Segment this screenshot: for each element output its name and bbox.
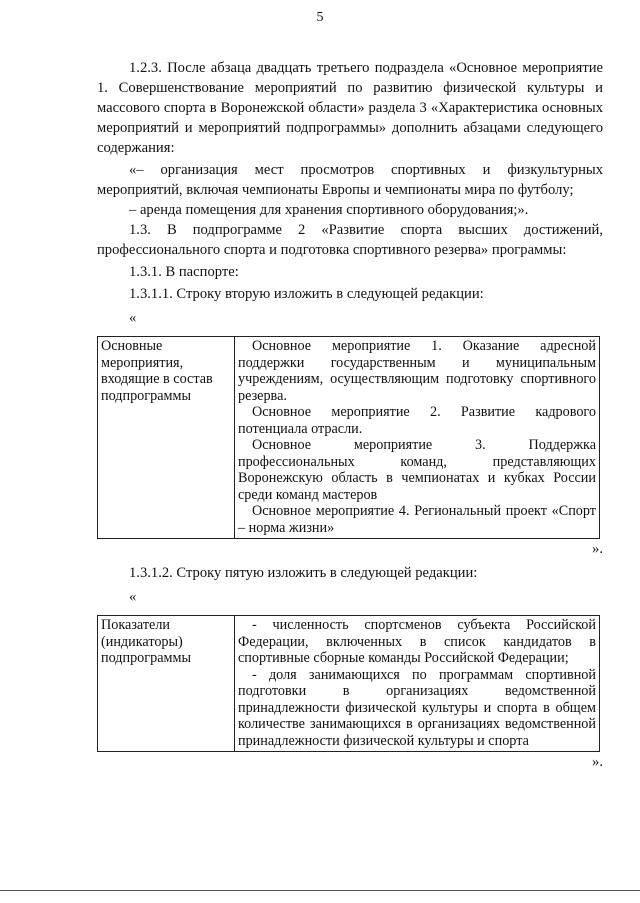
table-row-2 [97,336,600,539]
paragraph-1-2-3: 1.2.3. После абзаца двадцать третьего подраздела «Основное мероприятие 1. Совершенствование мероприятий по развитию физической культуры и массового спорта в Воронежской области» раздела 3 «Характеристика основных мероприятий и мероприятий подпрограммы» дополнить абзацами следующего содержания: [97,60,603,156]
open-quote-1: « [129,310,137,326]
table1-label-cell: Основные мероприятия, входящие в состав подпрограммы [98,337,235,539]
paragraph-1-3-1: 1.3.1. В паспорте: [129,264,239,280]
table1-item: Основное мероприятие 4. Региональный проект «Спорт – норма жизни» [238,503,596,536]
table1-item: Основное мероприятие 3. Поддержка профессиональных команд, представляющих Воронежскую область в чемпионатах и кубках России среди команд мастеров [238,437,596,503]
table1-item: Основное мероприятие 1. Оказание адресной поддержки государственным и муниципальным учреждениям, осуществляющим подготовку спортивного резерва. [238,338,596,404]
quoted-item-1: «– организация мест просмотров спортивных и физкультурных мероприятий, включая чемпионаты Европы и чемпионаты мира по футболу; [97,162,603,198]
close-quote-1: ». [592,541,603,557]
paragraph-1-3-1-1: 1.3.1.1. Строку вторую изложить в следующей редакции: [129,286,484,302]
table-row-5 [97,615,600,752]
table1-content-cell [235,337,600,539]
table2-content-cell [235,616,600,752]
quoted-item-2: – аренда помещения для хранения спортивного оборудования;». [129,202,529,218]
close-quote-2: ». [592,754,603,770]
open-quote-2: « [129,589,137,605]
document-body [97,58,603,776]
page-bottom-divider [0,890,640,891]
table1-item: Основное мероприятие 2. Развитие кадрового потенциала отрасли. [238,404,596,437]
paragraph-1-3: 1.3. В подпрограмме 2 «Развитие спорта высших достижений, профессионального спорта и подготовка спортивного резерва» программы: [97,222,603,258]
table2-label-cell: Показатели (индикаторы) подпрограммы [98,616,235,752]
table2-item: - доля занимающихся по программам спортивной подготовки в организациях ведомственной принадлежности физической культуры и спорта в общем количестве занимающихся в организациях ведомственной принадлежности физической культуры и спорта [238,666,596,749]
page-number: 5 [316,10,324,25]
table2-item: - численность спортсменов субъекта Российской Федерации, включенных в список кандидатов в спортивные сборные команды Российской Федерации; [238,617,596,666]
paragraph-1-3-1-2: 1.3.1.2. Строку пятую изложить в следующей редакции: [129,565,478,581]
